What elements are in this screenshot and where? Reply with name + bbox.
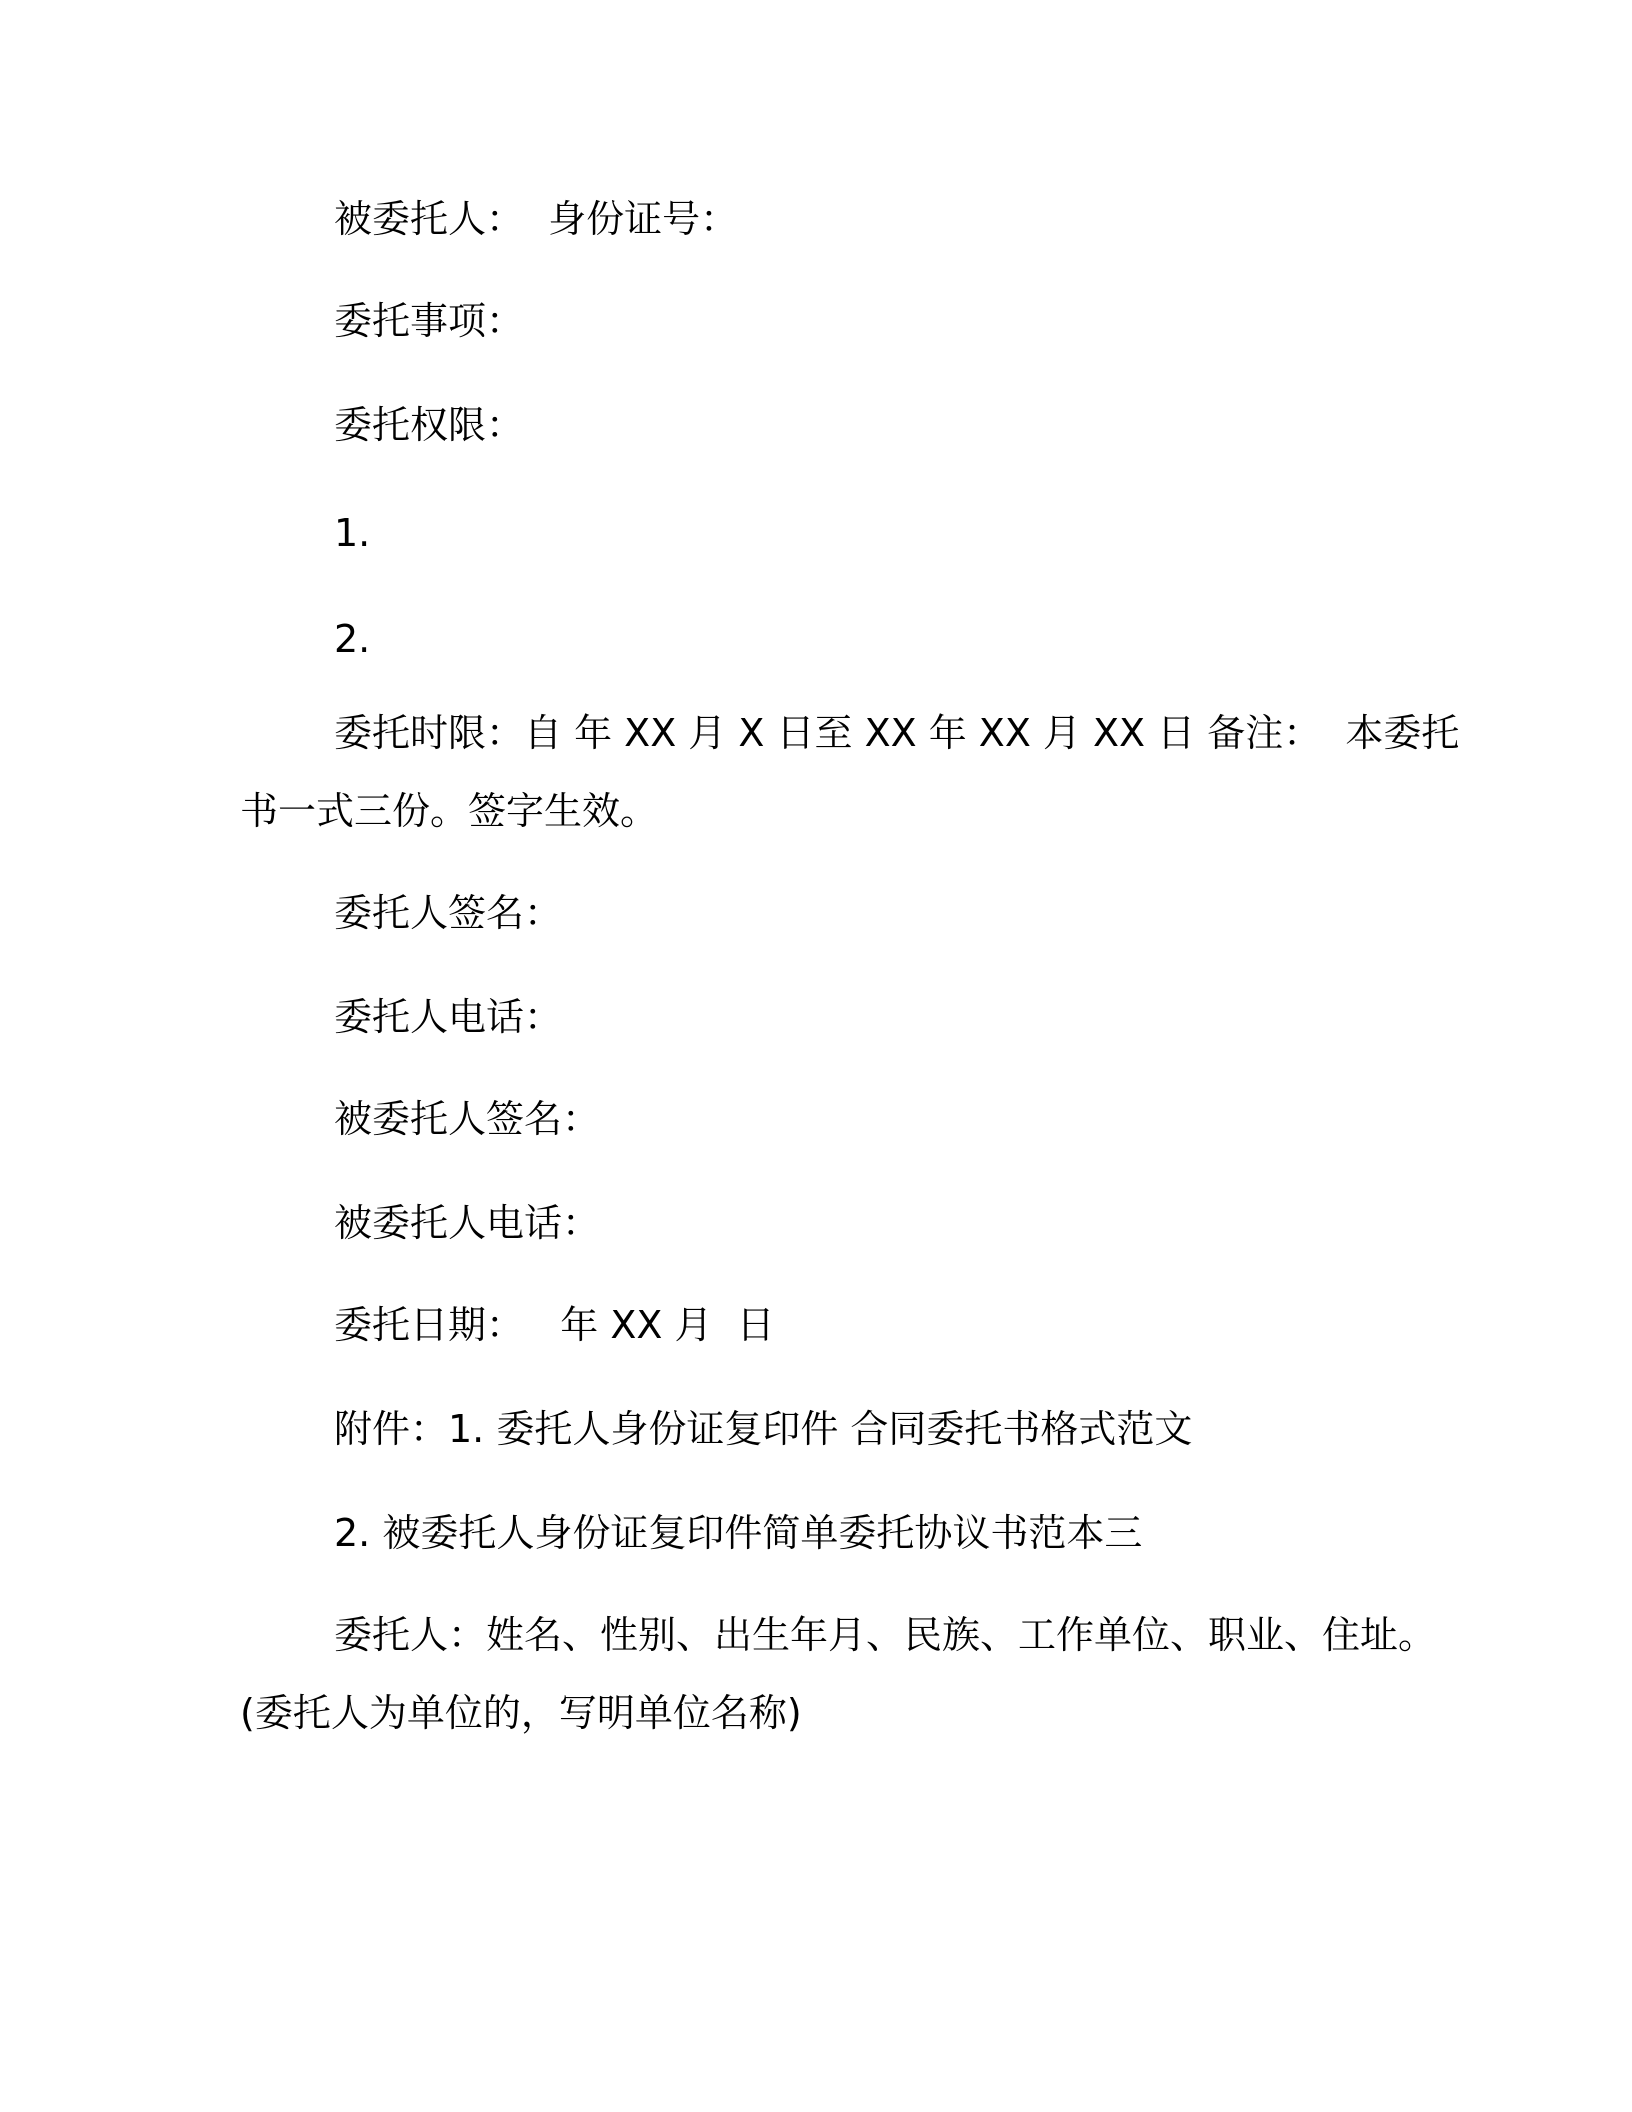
copies-line: 书一式三份。签字生效。 xyxy=(240,789,659,833)
principal-signature-line: 委托人签名： xyxy=(334,891,563,935)
attachment-line-2: 2. 被委托人身份证复印件简单委托协议书范本三 xyxy=(334,1511,1143,1555)
principal-info-line: 委托人：姓名、性别、出生年月、民族、工作单位、职业、住址。 xyxy=(334,1613,1437,1657)
authority-line: 委托权限： xyxy=(334,403,525,447)
authority-item-2: 2. xyxy=(334,617,371,661)
term-line: 委托时限：自 年 XX 月 X 日至 XX 年 XX 月 XX 日 备注： 本委托 xyxy=(334,711,1460,755)
attachment-line-1: 附件：1. 委托人身份证复印件 合同委托书格式范文 xyxy=(334,1407,1193,1451)
principal-phone-line: 委托人电话： xyxy=(334,995,563,1039)
trustee-id-line: 被委托人： 身份证号： xyxy=(334,197,739,241)
trustee-signature-line: 被委托人签名： xyxy=(334,1097,601,1141)
principal-unit-note: (委托人为单位的，写明单位名称) xyxy=(240,1691,802,1735)
date-line: 委托日期： 年 XX 月 日 xyxy=(334,1303,775,1347)
entrusted-matter-line: 委托事项： xyxy=(334,299,525,343)
authority-item-1: 1. xyxy=(334,511,371,555)
trustee-phone-line: 被委托人电话： xyxy=(334,1201,601,1245)
